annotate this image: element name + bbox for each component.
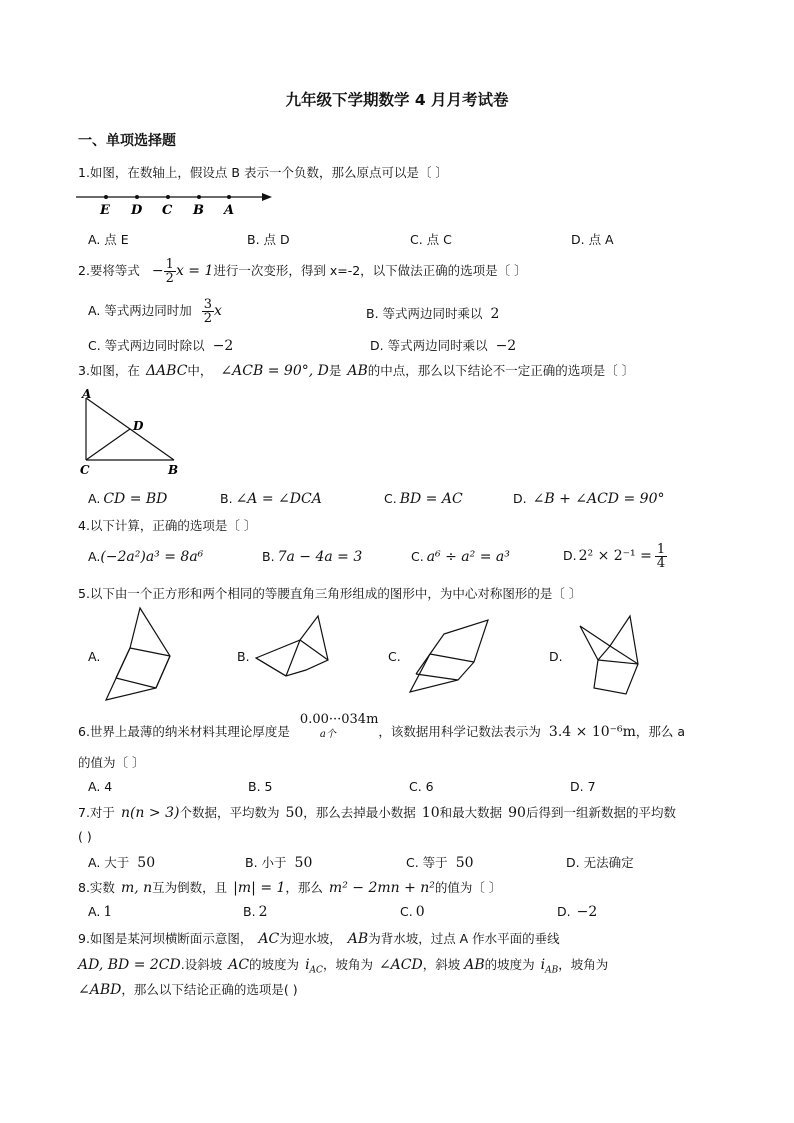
q5-option-c[interactable]: C. (388, 649, 401, 664)
q8-option-a[interactable]: A. 1 (88, 904, 113, 920)
triangle-figure (78, 388, 188, 478)
q1-option-a[interactable]: A. 点 E (88, 232, 129, 247)
q3-option-b[interactable]: B. ∠A = ∠DCA (220, 491, 322, 507)
q4-option-b[interactable]: B. 7a − 4a = 3 (262, 549, 363, 565)
q7-stem: 7.对于 n(n > 3)个数据，平均数为 50，那么去掉最小数据 10和最大数据 90后得到一组新数据的平均数 (78, 805, 676, 821)
point-a (227, 195, 231, 199)
point-e (104, 195, 108, 199)
label-c: C (162, 203, 173, 218)
q3-option-c[interactable]: C. BD = AC (384, 491, 463, 507)
q2-option-c[interactable]: C. 等式两边同时除以 −2 (88, 338, 234, 354)
q9-stem-line3: ∠ABD，那么以下结论正确的选项是( ) (78, 982, 298, 998)
q2-option-a[interactable]: A. 等式两边同时加 $\frac{3}{2}$ x (88, 297, 222, 326)
label-d: D (131, 203, 143, 218)
page-title: 九年级下学期数学 4 月月考试卷 (285, 91, 509, 109)
label-b: B (193, 203, 204, 218)
q8-option-d[interactable]: D. −2 (557, 904, 598, 920)
q2-fraction: $\frac{1}{2}$ (165, 257, 174, 286)
q4-option-d[interactable]: D. 2² × 2⁻¹ = $\frac{1}{4}$ (563, 542, 666, 571)
section-heading: 一、单项选择题 (78, 133, 176, 149)
q5-figure-a[interactable] (100, 604, 180, 704)
q2-option-b[interactable]: B. 等式两边同时乘以 2 (366, 306, 500, 322)
number-line-figure (76, 188, 276, 218)
q4-option-a[interactable]: A.(−2a²)a³ = 8a⁶ (88, 549, 204, 565)
q1-stem: 1.如图，在数轴上，假设点 B 表示一个负数，那么原点可以是〔 〕 (78, 165, 448, 180)
q8-option-b[interactable]: B. 2 (243, 904, 268, 920)
label-e: E (100, 203, 110, 218)
q1-option-c[interactable]: C. 点 C (410, 232, 452, 247)
q9-stem-line2: AD, BD = 2CD.设斜坡 AC的坡度为 $i_{AC}$，坡角为 ∠ACD，斜坡 AB的坡度为 $i_{AB}$，坡角为 (78, 957, 609, 976)
q5-stem: 5.以下由一个正方形和两个相同的等腰直角三角形组成的图形中，为中心对称图形的是〔 〕 (78, 586, 582, 601)
q7-option-c[interactable]: C. 等于 50 (406, 855, 474, 871)
q7-option-a[interactable]: A. 大于 50 (88, 855, 156, 871)
label-a: A (82, 388, 92, 401)
q6-option-b[interactable]: B. 5 (248, 779, 273, 794)
q6-option-d[interactable]: D. 7 (570, 779, 596, 794)
q8-option-c[interactable]: C. 0 (400, 904, 425, 920)
q6-option-c[interactable]: C. 6 (409, 779, 434, 794)
point-c (166, 195, 170, 199)
q8-stem: 8.实数 m, n互为倒数，且 |m| = 1，那么 m² − 2mn + n²的值为〔 〕 (78, 880, 502, 896)
q9-stem-line1: 9.如图是某河坝横断面示意图， AC为迎水坡， AB为背水坡，过点 A 作水平面的垂线 (78, 931, 560, 947)
label-d: D (133, 419, 144, 433)
q3-stem: 3.如图，在 ΔABC中， ∠ACB = 90°, D是 AB的中点，那么以下结论不一定正确的选项是〔 〕 (78, 363, 635, 379)
q4-option-c[interactable]: C. a⁶ ÷ a² = a³ (411, 549, 510, 565)
q1-option-d[interactable]: D. 点 A (571, 232, 614, 247)
label-a: A (224, 203, 235, 218)
q3-option-d[interactable]: D. ∠B + ∠ACD = 90° (513, 491, 665, 507)
q3-option-a[interactable]: A. CD = BD (88, 491, 168, 507)
q6-option-a[interactable]: A. 4 (88, 779, 113, 794)
q1-option-b[interactable]: B. 点 D (247, 232, 290, 247)
label-b: B (168, 463, 179, 477)
q5-figure-b[interactable] (252, 612, 342, 682)
point-d (135, 195, 139, 199)
q7-option-b[interactable]: B. 小于 50 (245, 855, 313, 871)
point-b (197, 195, 201, 199)
q5-option-b[interactable]: B. (237, 649, 250, 664)
q5-figure-d[interactable] (574, 612, 654, 702)
q7-option-d[interactable]: D. 无法确定 (566, 855, 634, 870)
q5-figure-c[interactable] (404, 616, 494, 696)
q5-option-d[interactable]: D. (549, 649, 563, 664)
label-c: C (80, 463, 90, 477)
q2-option-d[interactable]: D. 等式两边同时乘以 −2 (370, 338, 517, 354)
q5-option-a[interactable]: A. (88, 649, 101, 664)
q7-stem-line2: ( ) (78, 829, 92, 844)
q4-stem: 4.以下计算，正确的选项是〔 〕 (78, 518, 257, 533)
q2-stem: 2.要将等式 − $\frac{1}{2}$ x = 1进行一次变形，得到 x=-2，以下做法正确的选项是〔 〕 (78, 257, 527, 286)
number-line-arrow (262, 193, 272, 201)
q6-stem-line2: 的值为〔 〕 (78, 755, 145, 770)
q6-stem: 6.世界上最薄的纳米材料其理论厚度是 0.00···034m a个 ，该数据用科学记数法表示为 3.4 × 10⁻⁶m，那么 a (78, 712, 686, 740)
